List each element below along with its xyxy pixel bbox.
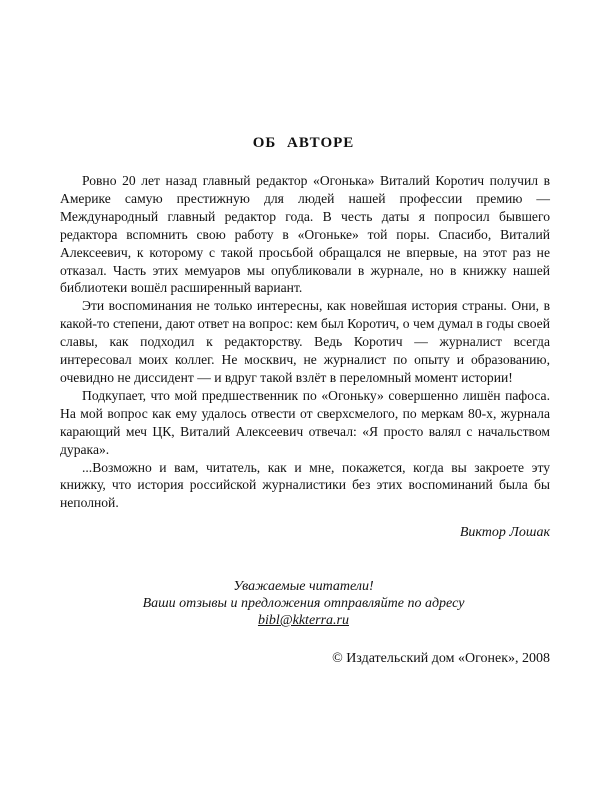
paragraph-4: ...Возможно и вам, читатель, как и мне, покажется, когда вы закроете эту книжку, что история российской журналистики без этих воспоминаний была бы неполной.: [60, 459, 550, 511]
reader-notice: [0, 578, 607, 629]
page-title: ОБ АВТОРЕ: [252, 135, 355, 151]
paragraph-2: Эти воспоминания не только интересны, как новейшая история страны. Они, в какой-то степени, дают ответ на вопрос: кем был Коротич, о чем думал в годы своей славы, как подходил к редакторству. Ведь Коротич — журналист всегда интересовал моих коллег. Не москвич, не журналист по опыту и образованию, очевидно не диссидент — и вдруг такой взлёт в переломный момент истории!: [60, 298, 550, 385]
paragraph-1: Ровно 20 лет назад главный редактор «Огонька» Виталий Коротич получил в Америке самую престижную для людей нашей профессии премию — Международный главный редактор года. В честь даты я попросил бывшего редактора вспомнить свою работу в «Огоньке» той поры. Спасибо, Виталий Алексеевич, к которому с такой просьбой обращался не впервые, на этот раз не отказал. Часть этих мемуаров мы опубликовали в журнале, но в книжку нашей библиотеки вошёл расширенный вариант.: [60, 173, 550, 296]
copyright-notice: © Издательский дом «Огонек», 2008: [332, 651, 550, 666]
paragraph-3: Подкупает, что мой предшественник по «Огоньку» совершенно лишён пафоса. На мой вопрос как ему удалось отвести от сверхсмелого, по меркам 80-х, журнала карающий меч ЦК, Виталий Алексеевич отвечал: «Я просто валял с начальством дурака».: [60, 387, 550, 457]
about-author-text: [60, 172, 550, 512]
notice-greeting: Уважаемые читатели!: [233, 579, 374, 594]
author-signature: Виктор Лошак: [459, 525, 550, 540]
notice-instruction: Ваши отзывы и предложения отправляйте по адресу: [142, 596, 465, 611]
email-link[interactable]: bibl@kkterra.ru: [257, 613, 350, 628]
